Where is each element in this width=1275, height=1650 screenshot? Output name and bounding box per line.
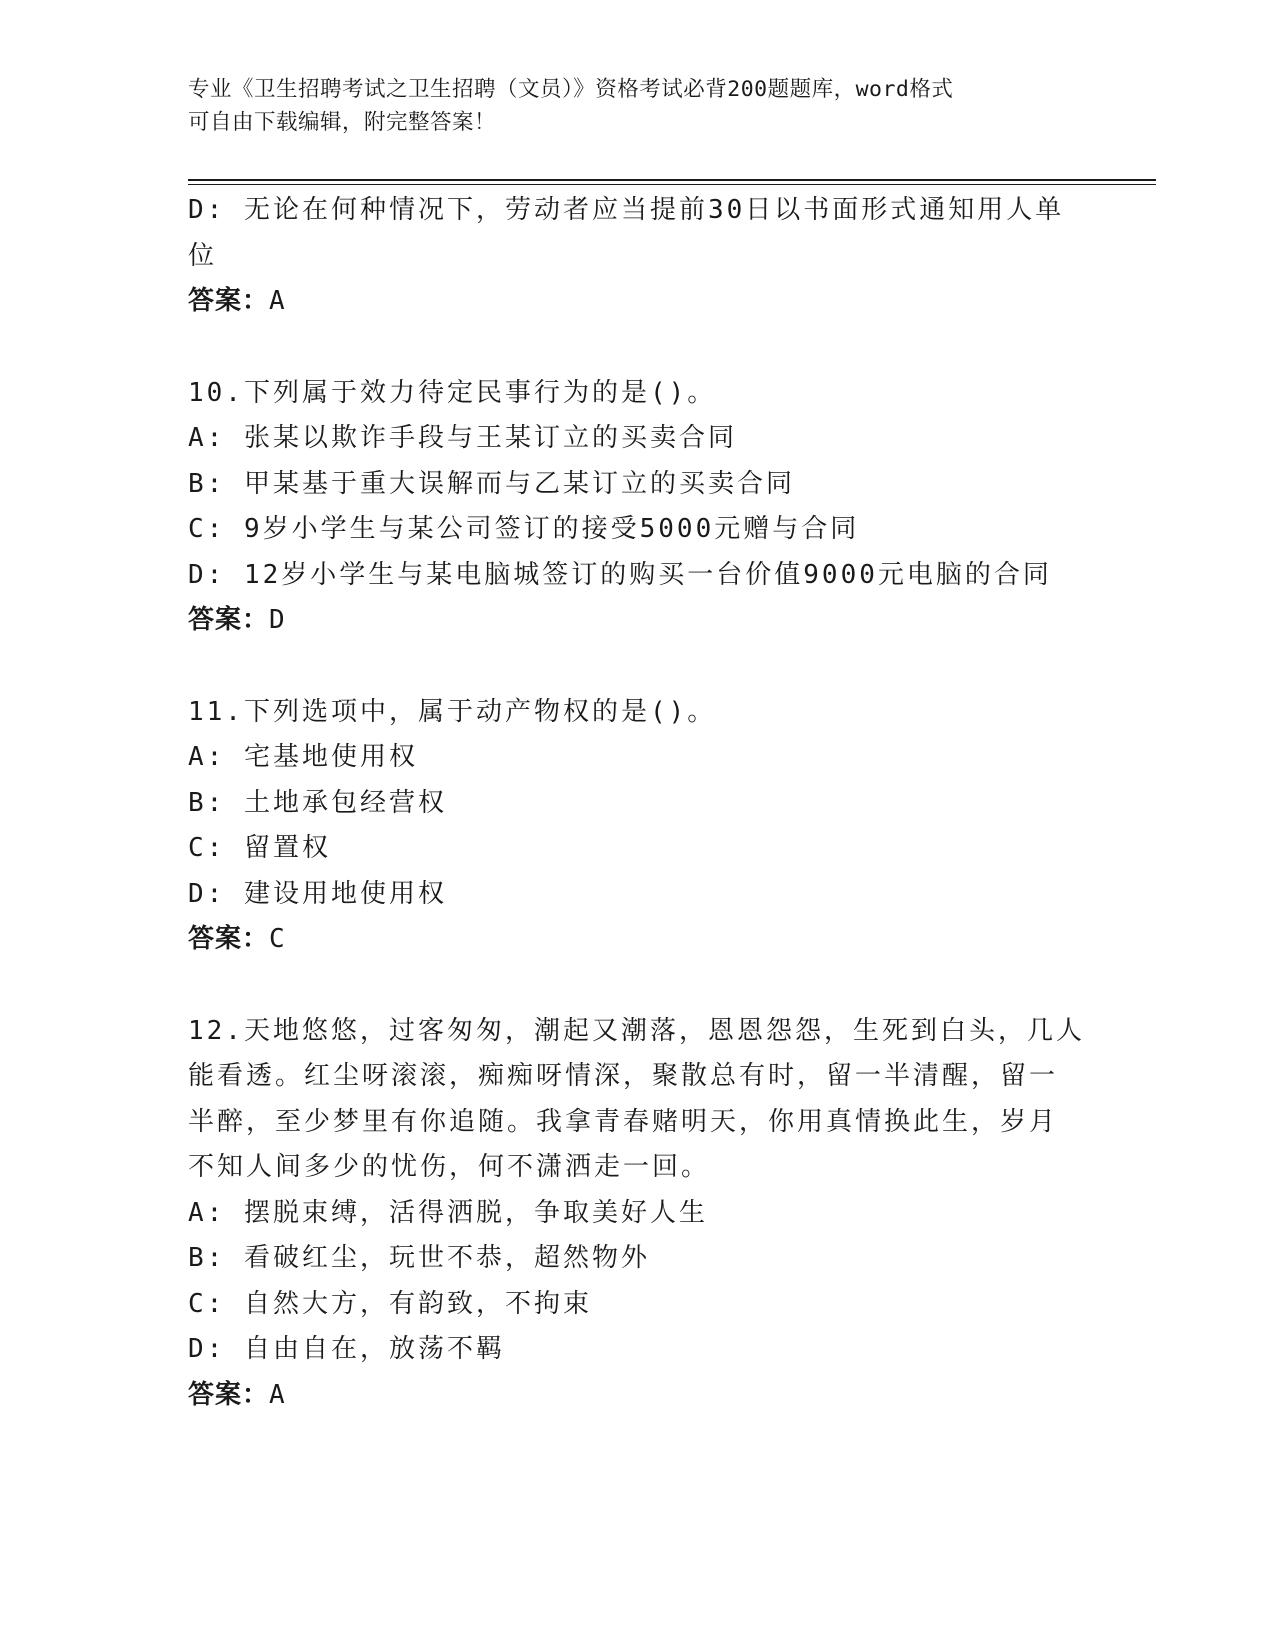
question-block-9 (188, 188, 1088, 325)
option-d-continued: 位 (188, 240, 218, 271)
answer-line (188, 917, 1088, 963)
header-divider-thick (188, 179, 1156, 181)
question-text-line-4: 不知人间多少的忧伤，何不潇洒走一回。 (188, 1152, 711, 1182)
page-header (188, 73, 1068, 139)
answer-label: 答案： (188, 286, 270, 316)
question-list (188, 188, 1088, 1418)
option-b: B: 看破红尘，玩世不恭，超然物外 (188, 1243, 650, 1273)
option-a: A: 摆脱束缚，活得洒脱，争取美好人生 (188, 1197, 708, 1228)
question-text-line-3: 半醉，至少梦里有你追随。我拿青春赌明天，你用真情换此生，岁月 (188, 1106, 1059, 1137)
question-text-line-2: 能看透。红尘呀滚滚，痴痴呀情深，聚散总有时，留一半清醒，留一 (188, 1061, 1059, 1091)
option-d: D: 无论在何种情况下，劳动者应当提前30日以书面形式通知用人单 (188, 195, 1065, 225)
option-d: D: 自由自在，放荡不羁 (188, 1334, 505, 1364)
option-d: D: 建设用地使用权 (188, 878, 447, 909)
option-a: A: 宅基地使用权 (188, 742, 418, 772)
option-b: B: 土地承包经营权 (188, 787, 447, 818)
option-d: D: 12岁小学生与某电脑城签订的购买一台价值9000元电脑的合同 (188, 559, 1052, 590)
option-c: C: 自然大方，有韵致，不拘束 (188, 1288, 592, 1319)
answer-label: 答案： (188, 1379, 270, 1410)
answer-value: A (269, 1379, 286, 1410)
answer-line (188, 279, 1088, 325)
question-block-12 (188, 1009, 1088, 1419)
answer-value: D (269, 605, 286, 635)
answer-line (188, 1373, 1088, 1419)
header-divider-thin (188, 184, 1156, 185)
option-c: C: 留置权 (188, 833, 331, 863)
answer-value: A (269, 286, 286, 316)
question-text: 11.下列选项中，属于动产物权的是()。 (188, 696, 717, 727)
header-line-2: 可自由下载编辑，附完整答案！ (188, 110, 497, 135)
question-text-line-1: 12.天地悠悠，过客匆匆，潮起又潮落，恩恩怨怨，生死到白头，几人 (188, 1015, 1085, 1046)
option-a: A: 张某以欺诈手段与王某订立的买卖合同 (188, 423, 737, 453)
question-block-11 (188, 690, 1088, 963)
option-c: C: 9岁小学生与某公司签订的接受5000元赠与合同 (188, 514, 860, 544)
answer-value: C (269, 924, 286, 954)
answer-label: 答案： (188, 924, 270, 954)
spacer (188, 325, 1088, 371)
spacer (188, 963, 1088, 1009)
spacer (188, 644, 1088, 690)
answer-label: 答案： (188, 605, 270, 635)
answer-line (188, 598, 1088, 644)
question-block-10 (188, 371, 1088, 644)
option-b: B: 甲某基于重大误解而与乙某订立的买卖合同 (188, 468, 795, 499)
question-text: 10.下列属于效力待定民事行为的是()。 (188, 377, 717, 408)
header-line-1: 专业《卫生招聘考试之卫生招聘（文员）》资格考试必背200题题库，word格式 (188, 77, 954, 102)
